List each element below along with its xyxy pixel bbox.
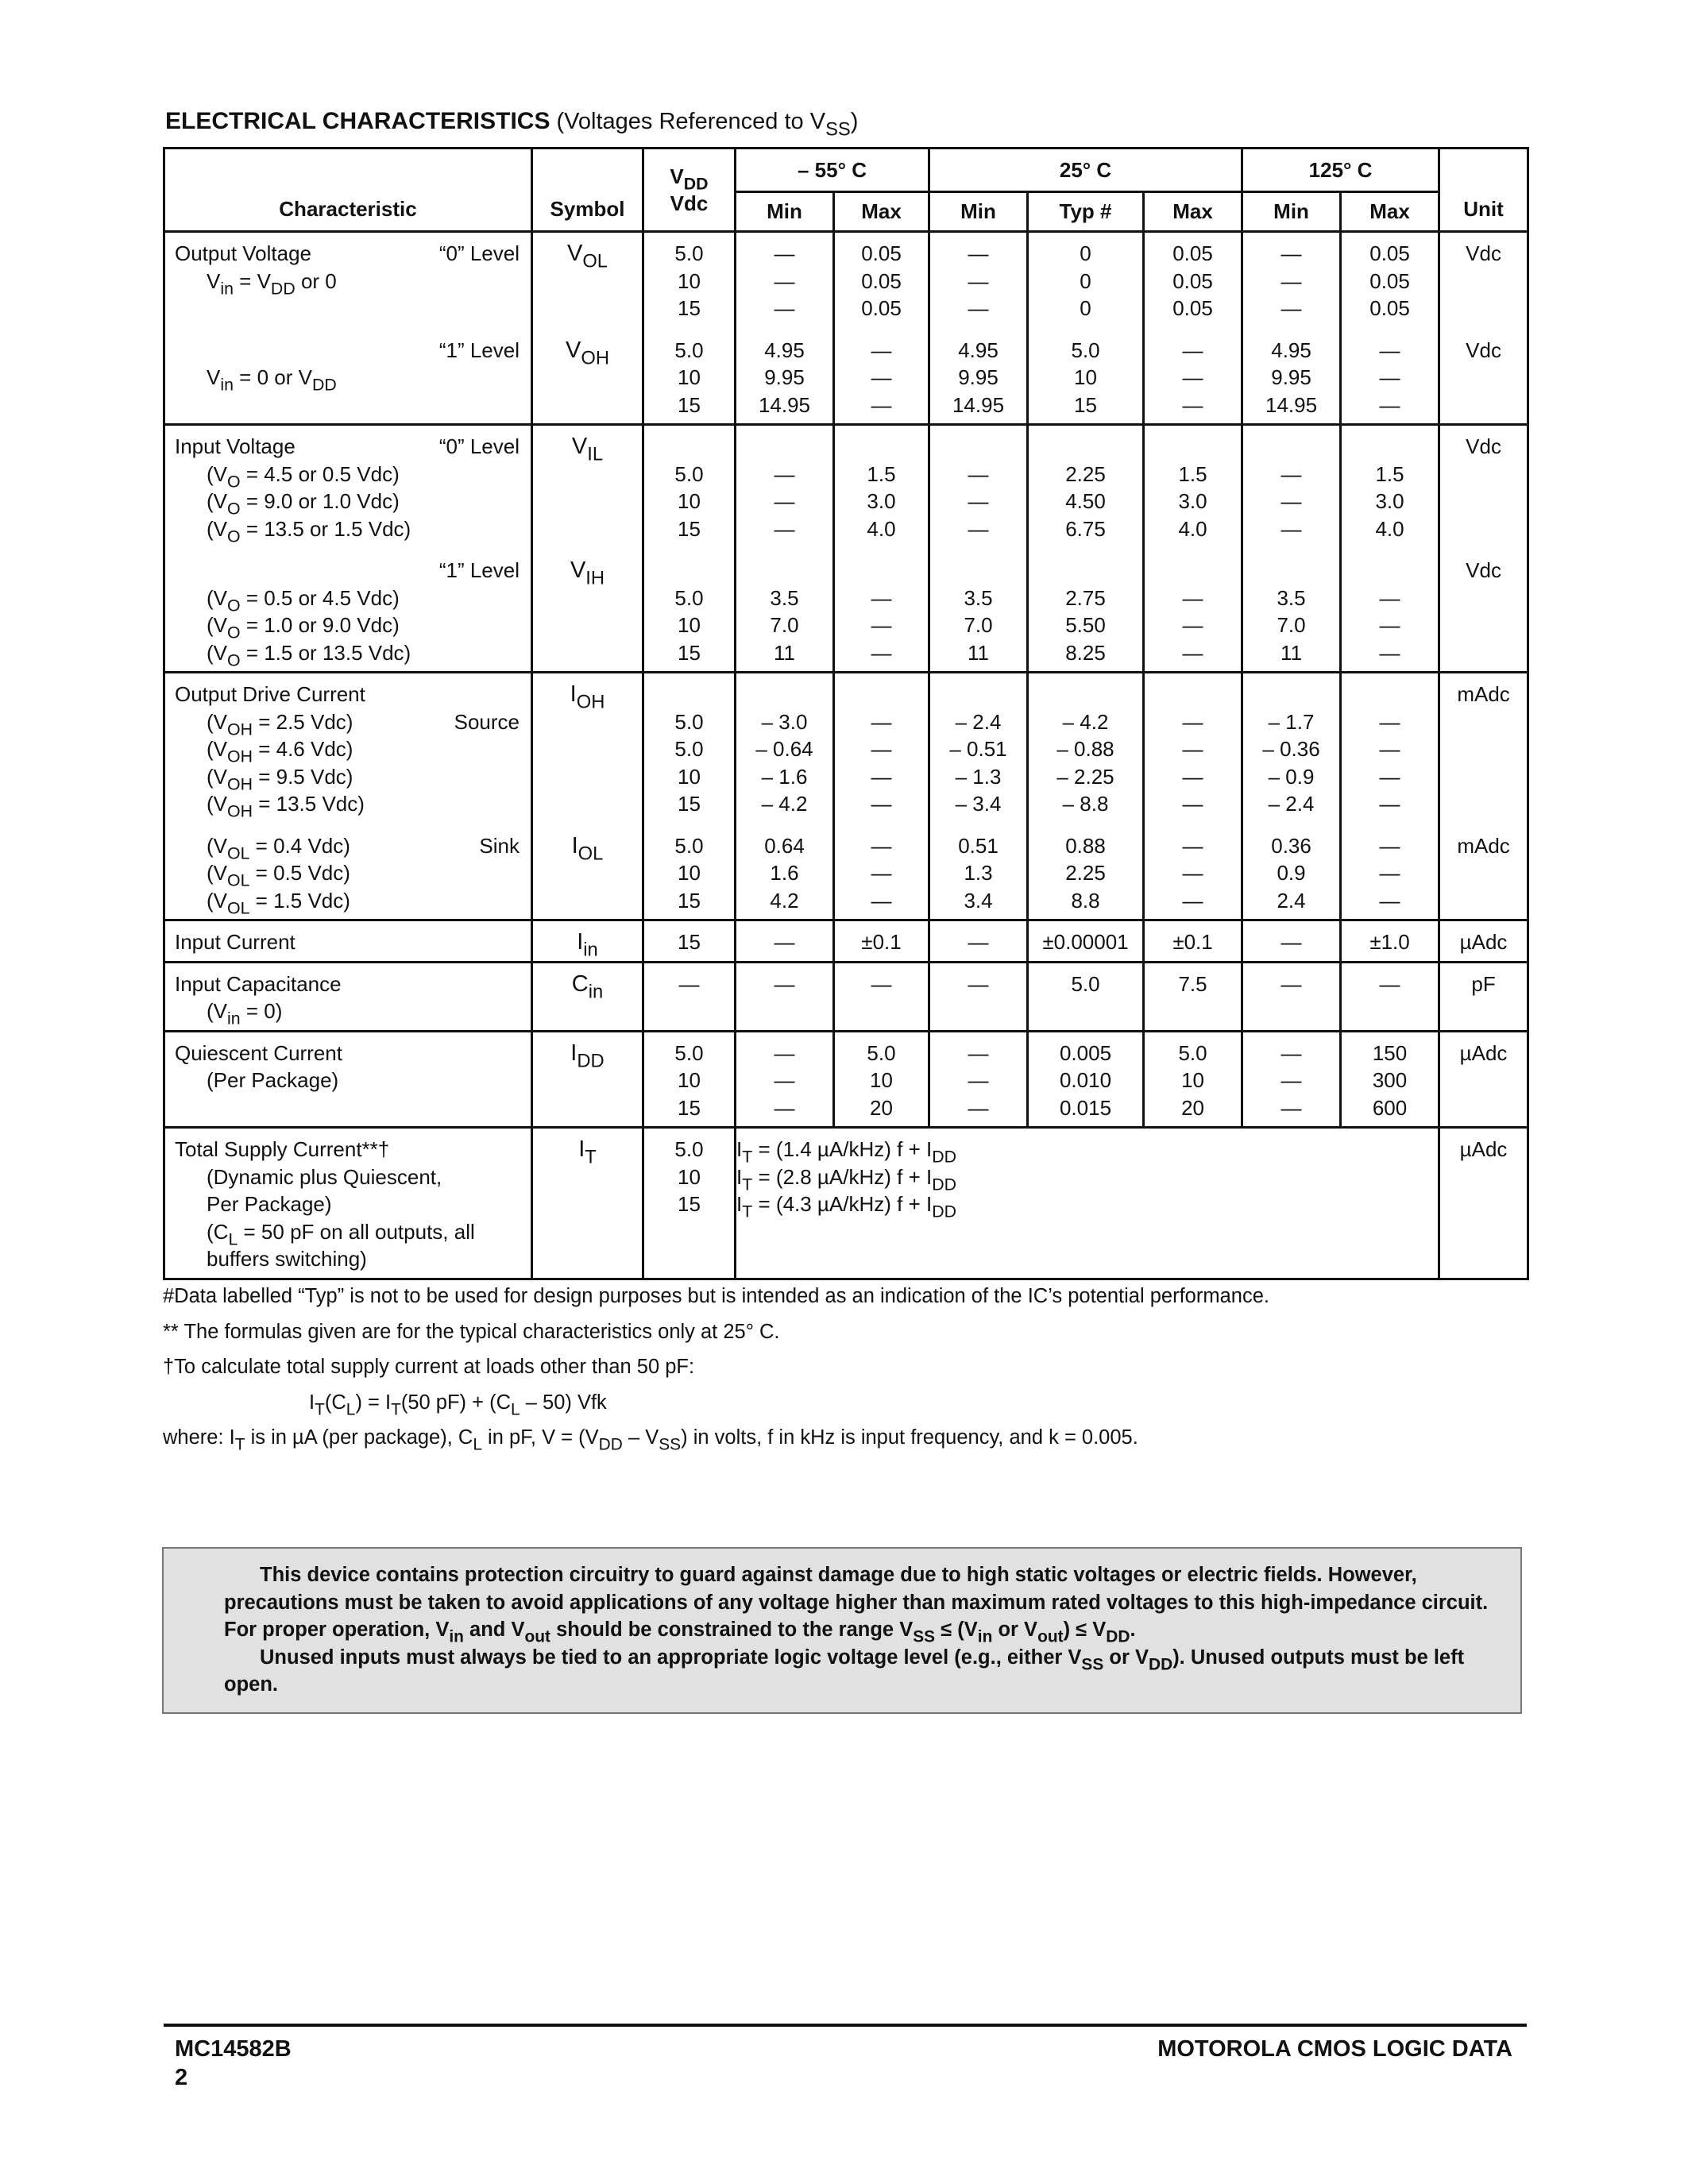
header-temp-25: 25° C: [929, 149, 1242, 192]
footer-page-number: 2: [175, 2065, 188, 2090]
header-temp-minus55: – 55° C: [736, 149, 929, 192]
header-temp-125: 125° C: [1242, 149, 1439, 192]
table-row-input-current: [164, 920, 1528, 963]
max25-cell: ±0.1: [1144, 920, 1242, 963]
max55-cell: 5.0 10 20: [834, 1031, 929, 1128]
char-output-voltage: Output Voltage “0” Level $V_{in} = V_{DD}$ or 0 “1” Level $V_{in} = 0$ or $V_{DD}$: [164, 232, 532, 425]
max125-cell: 150 300 600: [1341, 1031, 1439, 1128]
max125-cell: 0.05 0.05 0.05 — — —: [1341, 232, 1439, 425]
header-min-125: Min: [1242, 192, 1341, 232]
symbol-vol-voh: $V_{OL}$ $V_{OH}$: [532, 232, 643, 425]
min125-cell: —: [1242, 962, 1341, 1031]
table-row-output-drive-current: [164, 673, 1528, 920]
header-vdd: $V_{DD}$ Vdc: [643, 149, 736, 232]
vdd-cell: 5.0 5.0 10 15 5.0 10 15: [643, 673, 736, 920]
max25-cell: — — — — — — —: [1144, 673, 1242, 920]
note-typ: #Data labelled “Typ” is not to be used for design purposes but is intended as an indication of the IC’s potential performance.: [163, 1285, 1269, 1307]
footnotes: [163, 1279, 1269, 1456]
max55-cell: 1.5 3.0 4.0 — — —: [834, 425, 929, 673]
symbol-cin: $C_{in}$: [532, 962, 643, 1031]
char-input-current: Input Current: [164, 920, 532, 963]
vdd-cell: 5.0 10 15: [643, 1128, 736, 1279]
max125-cell: 1.5 3.0 4.0 — — —: [1341, 425, 1439, 673]
vdd-cell: 5.0 10 15 5.0 10 15: [643, 232, 736, 425]
header-max-minus55: Max: [834, 192, 929, 232]
header-max-25: Max: [1144, 192, 1242, 232]
vdd-cell: 5.0 10 15 5.0 10 15: [643, 425, 736, 673]
footer-left: [175, 2035, 292, 2092]
max125-cell: — — — — — — —: [1341, 673, 1439, 920]
unit-cell: Vdc Vdc: [1439, 425, 1528, 673]
min55-cell: — — —: [736, 1031, 834, 1128]
min55-cell: — — — 3.5 7.0 11: [736, 425, 834, 673]
esd-paragraph-2: Unused inputs must always be tied to an appropriate logic voltage level (e.g., either $V_{SS}$ or $V_{DD}$). Unused outputs must be left open.: [224, 1646, 1465, 1696]
header-typ-25: Typ #: [1028, 192, 1144, 232]
typ25-cell: 0.005 0.010 0.015: [1028, 1031, 1144, 1128]
header-characteristic: Characteristic: [164, 149, 532, 232]
min125-cell: — — — 4.95 9.95 14.95: [1242, 232, 1341, 425]
symbol-ioh-iol: $I_{OH}$ $I_{OL}$: [532, 673, 643, 920]
table-row-quiescent-current: [164, 1031, 1528, 1128]
table-row-total-supply-current: [164, 1128, 1528, 1279]
max55-cell: — — — — — — —: [834, 673, 929, 920]
vdd-cell: 5.0 10 15: [643, 1031, 736, 1128]
max55-cell: 0.05 0.05 0.05 — — —: [834, 232, 929, 425]
esd-warning-box: [162, 1547, 1522, 1714]
max25-cell: 0.05 0.05 0.05 — — —: [1144, 232, 1242, 425]
table-row-output-voltage: [164, 232, 1528, 425]
max55-cell: —: [834, 962, 929, 1031]
min25-cell: —: [929, 920, 1028, 963]
symbol-iin: $I_{in}$: [532, 920, 643, 963]
min25-cell: — — —: [929, 1031, 1028, 1128]
min125-cell: — — — 3.5 7.0 11: [1242, 425, 1341, 673]
min25-cell: – 2.4 – 0.51 – 1.3 – 3.4 0.51 1.3 3.4: [929, 673, 1028, 920]
min125-cell: — — —: [1242, 1031, 1341, 1128]
header-min-25: Min: [929, 192, 1028, 232]
note-where: where: $I_T$ is in µA (per package), $C_L$ in pF, $V = (V_{DD} - V_{SS})$ in volts, f in kHz is input frequency, and k = 0.005.: [163, 1426, 1138, 1454]
footer-divider: [164, 2024, 1527, 2027]
unit-cell: µAdc: [1439, 920, 1528, 963]
total-supply-formulas: $I_T = (1.4$ µA/kHz) $f + I_{DD}$ $I_T = (2.8$ µA/kHz) $f + I_{DD}$ $I_T = (4.3$ µA/kHz) $f + I_{DD}$: [736, 1128, 1439, 1279]
vdd-cell: —: [643, 962, 736, 1031]
table-row-input-voltage: [164, 425, 1528, 673]
min25-cell: — — — 3.5 7.0 11: [929, 425, 1028, 673]
max25-cell: 5.0 10 20: [1144, 1031, 1242, 1128]
char-quiescent-current: Quiescent Current (Per Package): [164, 1031, 532, 1128]
unit-cell: µAdc: [1439, 1128, 1528, 1279]
char-output-drive-current: Output Drive Current ($V_{OH} = 2.5$ Vdc) Source ($V_{OH} = 4.6$ Vdc) ($V_{OH} = 9.5$ Vdc) ($V_{OH} = 13.5$ Vdc) ($V_{OL} = 0.4$ Vdc) Sink ($V_{OL} = 0.5$ Vdc) ($V_{OL} = 1.5$ Vdc): [164, 673, 532, 920]
char-input-capacitance: Input Capacitance $(V_{in} = 0)$: [164, 962, 532, 1031]
symbol-vil-vih: $V_{IL}$ $V_{IH}$: [532, 425, 643, 673]
vdd-cell: 15: [643, 920, 736, 963]
note-formulas: ** The formulas given are for the typical characteristics only at 25° C.: [163, 1320, 780, 1343]
unit-cell: mAdc mAdc: [1439, 673, 1528, 920]
typ25-cell: ±0.00001: [1028, 920, 1144, 963]
max25-cell: 7.5: [1144, 962, 1242, 1031]
header-symbol: Symbol: [532, 149, 643, 232]
esd-paragraph-1: This device contains protection circuitry to guard against damage due to high static voltages or electric fields. However, precautions must be taken to avoid applications of any voltage higher than maximum rated voltages to this high-impedance circuit. For proper operation, $V_{in}$ and $V_{out}$ should be constrained to the range $V_{SS} \le (V_{in}$ or $V_{out}) \le V_{DD}$.: [224, 1564, 1489, 1646]
min125-cell: —: [1242, 920, 1341, 963]
section-title: [165, 108, 859, 141]
max25-cell: 1.5 3.0 4.0 — — —: [1144, 425, 1242, 673]
header-unit: Unit: [1439, 149, 1528, 232]
min55-cell: – 3.0 – 0.64 – 1.6 – 4.2 0.64 1.6 4.2: [736, 673, 834, 920]
symbol-idd: $I_{DD}$: [532, 1031, 643, 1128]
footer-publication: MOTOROLA CMOS LOGIC DATA: [1157, 2036, 1512, 2062]
min25-cell: —: [929, 962, 1028, 1031]
typ25-cell: 2.25 4.50 6.75 2.75 5.50 8.25: [1028, 425, 1144, 673]
note-equation: $I_T(C_L) = I_T(50$ $pF) + (C_L - 50)$ Vfk: [309, 1391, 607, 1418]
unit-cell: µAdc: [1439, 1031, 1528, 1128]
min25-cell: — — — 4.95 9.95 14.95: [929, 232, 1028, 425]
title-main: ELECTRICAL CHARACTERISTICS: [165, 108, 550, 134]
min55-cell: —: [736, 920, 834, 963]
title-note: (Voltages Referenced to $V_{SS}$): [556, 109, 859, 141]
footer-part-number: MC14582B: [175, 2036, 292, 2062]
unit-cell: Vdc Vdc: [1439, 232, 1528, 425]
max125-cell: —: [1341, 962, 1439, 1031]
min55-cell: — — — 4.95 9.95 14.95: [736, 232, 834, 425]
typ25-cell: 0 0 0 5.0 10 15: [1028, 232, 1144, 425]
unit-cell: pF: [1439, 962, 1528, 1031]
min55-cell: —: [736, 962, 834, 1031]
table-row-input-capacitance: [164, 962, 1528, 1031]
header-min-minus55: Min: [736, 192, 834, 232]
max55-cell: ±0.1: [834, 920, 929, 963]
char-input-voltage: Input Voltage “0” Level ($V_O = 4.5$ or 0.5 Vdc) ($V_O = 9.0$ or 1.0 Vdc) ($V_O = 13.5$ or 1.5 Vdc) “1” Level ($V_O = 0.5$ or 4.5 Vdc) ($V_O = 1.0$ or 9.0 Vdc) ($V_O = 1.5$ or 13.5 Vdc): [164, 425, 532, 673]
typ25-cell: – 4.2 – 0.88 – 2.25 – 8.8 0.88 2.25 8.8: [1028, 673, 1144, 920]
typ25-cell: 5.0: [1028, 962, 1144, 1031]
max125-cell: ±1.0: [1341, 920, 1439, 963]
min125-cell: – 1.7 – 0.36 – 0.9 – 2.4 0.36 0.9 2.4: [1242, 673, 1341, 920]
header-max-125: Max: [1341, 192, 1439, 232]
char-total-supply-current: Total Supply Current**† (Dynamic plus Quiescent, Per Package) ($C_L = 50$ pF on all outputs, all buffers switching): [164, 1128, 532, 1279]
note-dagger: †To calculate total supply current at loads other than 50 pF:: [163, 1356, 695, 1378]
symbol-it: $I_T$: [532, 1128, 643, 1279]
electrical-characteristics-table: [163, 147, 1529, 1280]
